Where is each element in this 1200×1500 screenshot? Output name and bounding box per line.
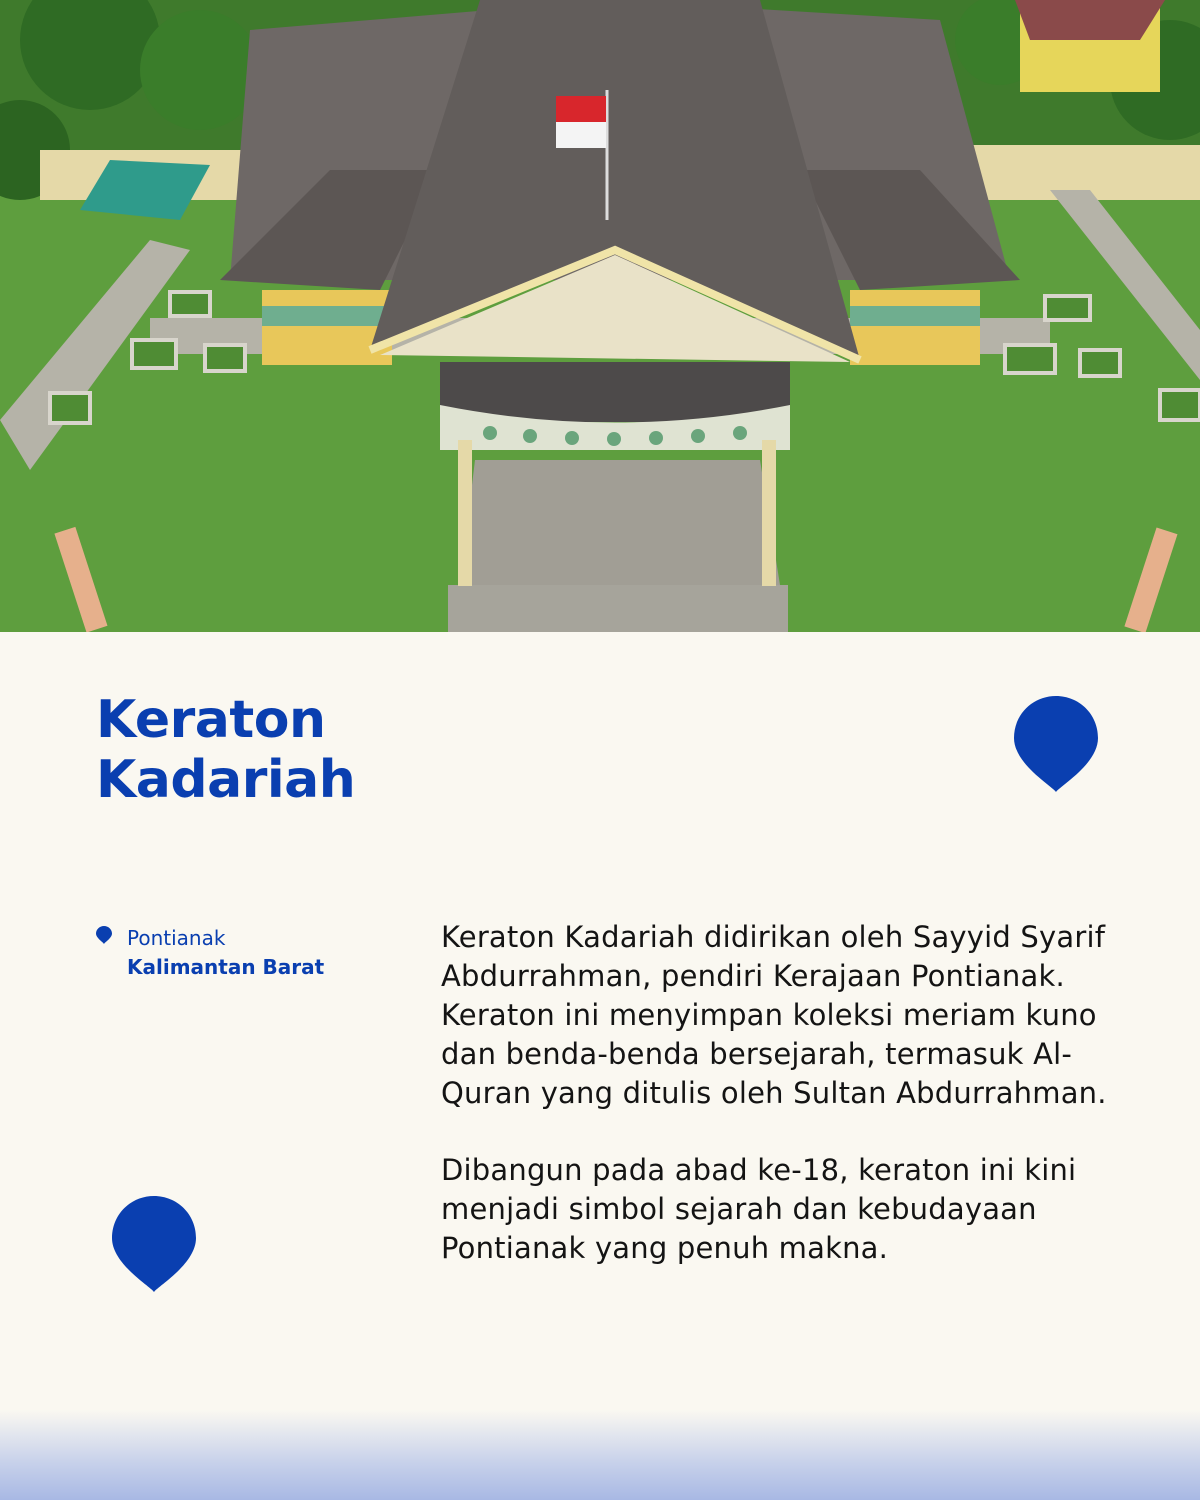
location-dot-icon bbox=[96, 926, 112, 944]
map-pin-icon bbox=[1012, 694, 1100, 794]
location-info bbox=[96, 924, 324, 982]
footer-gradient bbox=[0, 1410, 1200, 1500]
description bbox=[441, 918, 1141, 1306]
location-region: Kalimantan Barat bbox=[127, 955, 325, 979]
description-paragraph-2: Dibangun pada abad ke-18, keraton ini kini menjadi simbol sejarah dan kebudayaan Pontianak yang penuh makna. bbox=[441, 1153, 1077, 1265]
hero-photo bbox=[0, 0, 1200, 632]
location-city: Pontianak bbox=[127, 926, 226, 950]
title-line-1: Keraton bbox=[96, 690, 326, 750]
description-paragraph-1: Keraton Kadariah didirikan oleh Sayyid Syarif Abdurrahman, pendiri Kerajaan Pontianak. Keraton ini menyimpan koleksi meriam kuno dan benda-benda bersejarah, termasuk Al-Quran yang ditulis oleh Sultan Abdurrahman. bbox=[441, 920, 1107, 1110]
page-title bbox=[96, 690, 355, 810]
title-line-2: Kadariah bbox=[96, 750, 356, 810]
map-pin-icon bbox=[110, 1194, 198, 1294]
